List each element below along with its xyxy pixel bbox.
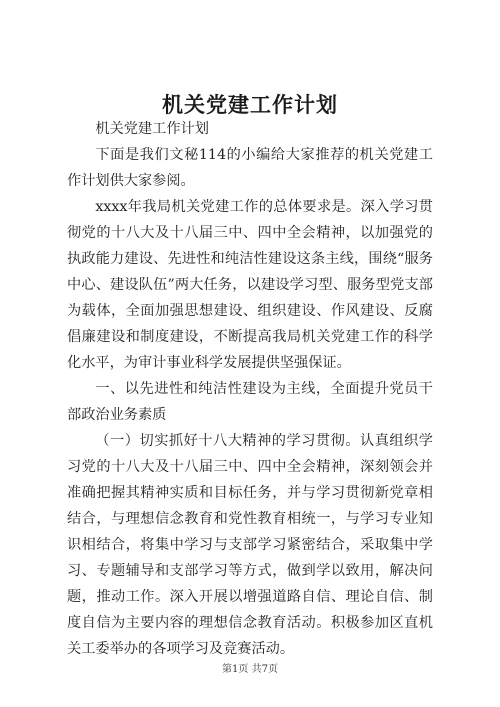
document-body [67,116,433,662]
paragraph-overall-requirements: xxxx年我局机关党建工作的总体要求是。深入学习贯彻党的十八大及十八届三中、四中全会精神，以加强党的执政能力建设、先进性和纯洁性建设这条主线，围绕“服务中心、建设队伍”两大任务，以建设学习型、服务型党支部为载体，全面加强思想建设、组织建设、作风建设、反腐倡廉建设和制度建设，不断提高我局机关党建工作的科学化水平，为审计事业科学发展提供坚强保证。 [67,199,433,371]
paragraph-study-implementation: （一）切实抓好十八大精神的学习贯彻。认真组织学习党的十八大及十八届三中、四中全会精神，深刻领会并准确把握其精神实质和目标任务，并与学习贯彻新党章相结合，与理想信念教育和党性教育相统一，与学习专业知识相结合，将集中学习与支部学习紧密结合，采取集中学习、专题辅导和支部学习等方式，做到学以致用，解决问题，推动工作。深入开展以增强道路自信、理论自信、制度自信为主要内容的理想信念教育活动。积极参加区直机关工委举办的各项学习及竞赛活动。 [67,433,433,657]
paragraph-intro: 下面是我们文秘114的小编给大家推荐的机关党建工作计划供大家参阅。 [67,147,433,189]
page-footer: 第1页 共7页 [222,664,278,675]
page-title: 机关党建工作计划 [162,92,338,117]
section-heading-one: 一、以先进性和纯洁性建设为主线，全面提升党员干部政治业务素质 [67,381,433,423]
paragraph-subtitle: 机关党建工作计划 [95,121,209,137]
